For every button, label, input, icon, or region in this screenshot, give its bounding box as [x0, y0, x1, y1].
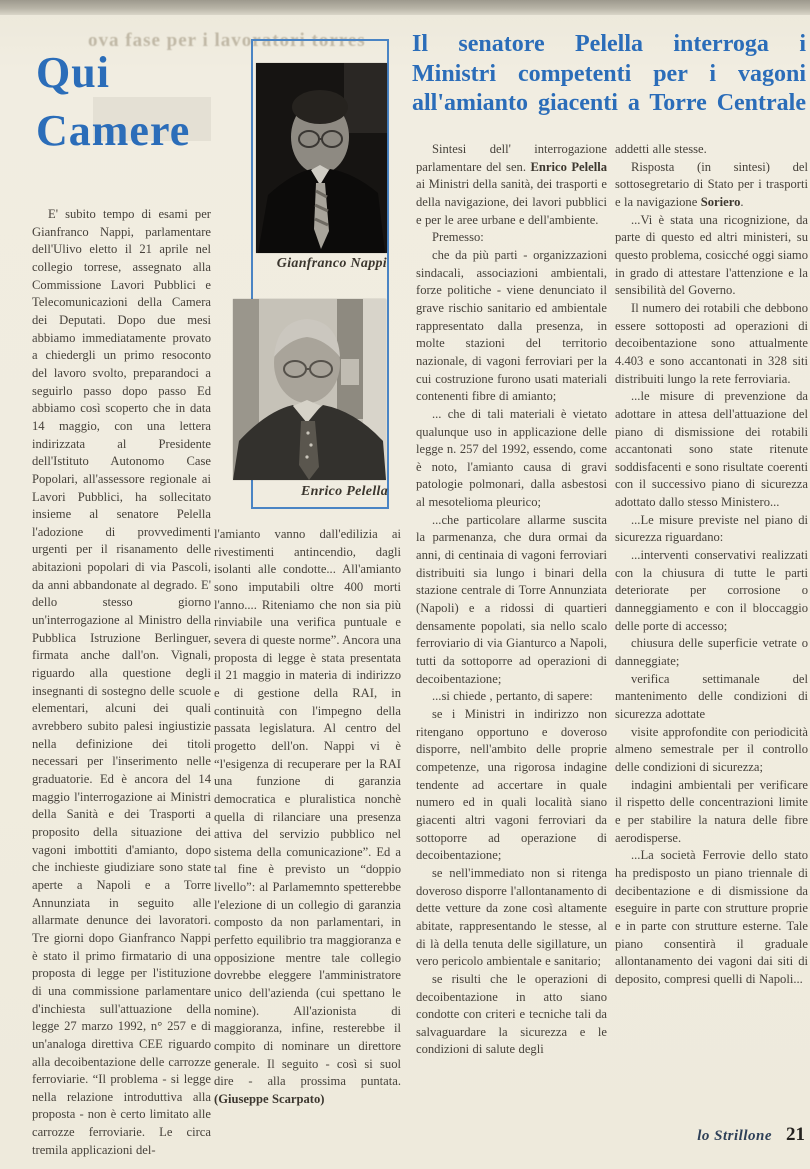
page-footer — [540, 1124, 805, 1146]
paragraph: ...si chiede , pertanto, di sapere: — [432, 689, 593, 704]
article-column-4 — [615, 141, 808, 1111]
photo-caption-gianfranco-nappi: Gianfranco Nappi — [276, 256, 387, 271]
paragraph: ...che particolare allarme suscita la parmenanza, che dura ormai da anni, di centinaia di vagoni ferroviari distribuiti sia lungo i binari della stazione centrale di Torre Annunziata (Napoli) e a ridossi di quartieri densamente popolati, sia nello scalo ferroviario di via Gianturco a Napoli, tutti da sottoporre ad operazioni di decoibentazione; — [416, 512, 607, 686]
headline-line-1: Il senatore Pelella interroga i — [412, 31, 806, 57]
paragraph: se risulti che le operazioni di decoibentazione in atto siano condotte con criteri e tecniche tali da salvaguardare la sicurezza e le condizioni di salute degli — [416, 971, 607, 1057]
article-column-1 — [32, 206, 211, 1164]
paragraph: che da più parti - organizzazioni sindacali, associazioni ambientali, forze politiche - viene denunciato il grave rischio sanitario ed ambientale rappresentato dalla presenza, in molte stazioni del territorio nazionale, di vagoni ferroviari per la cui costruzione furono usati materiali contenenti fibre di amianto; — [416, 247, 607, 404]
article-column-3 — [416, 141, 607, 1121]
left-article-title — [36, 44, 226, 160]
title-line-1: Qui — [36, 48, 110, 97]
scan-edge-strip — [0, 0, 810, 15]
paragraph: addetti alle stesse. — [615, 142, 707, 156]
photo-caption-enrico-pelella: Enrico Pelella — [300, 484, 388, 499]
headline-line-3: all'amianto giacenti a Torre Centrale — [412, 90, 806, 116]
paragraph: ...La società Ferrovie dello stato ha predisposto un piano triennale di decibentazione e di dismissione da eseguire in parte con strutture proprie e in parte con strutture esterne. Tale piano consentirà il graduale allontanamento dei vagoni dai siti di deposito, compresi quelli di Napoli... — [615, 848, 808, 986]
paragraph: verifica settimanale del mantenimento delle condizioni di sicurezza adottate — [615, 671, 808, 721]
paragraph: ...Vi è stata una ricognizione, da parte di questo ed altri ministeri, su questo problema, cosicché oggi siamo in grado di attestare l'attenzione e la sensibilità del Governo. — [615, 212, 809, 298]
paragraph: E' subito tempo di esami per Gianfranco Nappi, parlamentare dell'Ulivo eletto il 21 aprile nel collegio torrese, assegnato alla Commissione Lavori Pubblici e Telecomunicazioni della Camera dei Deputati. Dopo due mesi abbiamo immediatamente provato a chiedergli un primo resoconto del lavoro svolto, preparandoci a seguirlo passo dopo passo Ed abbiamo così scoperto che in data 14 maggio, con una lettera indirizzata al Presidente dell'Istituto Autonomo Case Popolari, all'assessore regionale ai Lavori Pubblici, ha sollecitato insieme al senatore Pelella l'adozione di provvedimenti urgenti per il risanamento delle abitazioni popolari di via Pascoli, da anni abbandonate al degrado. E' dello stesso giorno un'interrogazione al Ministro della Pubblica Istruzione Berlinguer, firmata anche dall'on. Vignali, riguardo alla questione degli insegnanti di sostegno delle scuole elementari, alcuni dei quali avrebbero subito palesi ingiustizie nella definizione dei titoli necessari per l'inserimento nelle graduatorie. Ed è ancora del 14 maggio l'interrogazione ai Ministri della Sanità e dei Trasporti a proposito della situazione dei vagoni imbottiti d'amianto, dopo che inchieste giudiziare sono state aperte a Napoli e a Torre Annunziata in seguito alle allarmate denunce dei lavoratori. Tre giorni dopo Gianfranco Nappi è stato il primo firmatario di una proposta di legge per l'istituzione di una commissione parlamentare d'inchiesta sull'attuazione della legge 27 marzo 1992, n° 257 e di un'analoga direttiva CEE riguardo alla decoibentazione delle carrozze ferroviarie. “Il problema - si legge nella relazione introduttiva alla proposta - non è certo limitato alle carrozze ferroviarie. Le circa tremila applicazioni del- — [32, 207, 211, 1157]
portrait-photo-enrico-pelella — [233, 299, 386, 480]
paragraph: ...interventi conservativi realizzati con la chiusura di tutte le parti deteriorate per corrosione o danneggiamento e con il bloccaggio delle porte di accesso; — [615, 548, 808, 633]
page-number: 21 — [786, 1124, 805, 1145]
paragraph: se nell'immediato non si ritenga doveroso disporre l'allontanamento di dette vetture da zone così altamente abitate, rappresentando le stesse, al di là della tenuta delle sigillature, un vero pericolo ambientale e sanitario; — [416, 865, 607, 969]
paragraph: ...le misure di prevenzione da adottare in attesa dell'attuazione del piano di dismissione dei rotabili accantonati sono state ritenute soddisfacenti e sono risultate coerenti con il successivo piano di sicurezza adottato dallo stesso Ministero... — [615, 389, 808, 510]
paragraph: Il numero dei rotabili che debbono essere sottoposti ad operazioni di decoibentazione sono attualmente 4.403 e sono accantonati in 328 siti distribuiti lungo la rete ferroviaria. — [615, 300, 808, 386]
paragraph: Premesso: — [432, 230, 484, 245]
magazine-name: lo Strillone — [697, 1128, 772, 1144]
headline-line-2: Ministri competenti per i vagoni — [412, 60, 806, 87]
portrait-photo-gianfranco-nappi — [256, 63, 387, 253]
paragraph: chiusura delle superficie vetrate o danneggiate; — [615, 636, 808, 669]
paragraph: Risposta (in sintesi) del sottosegretario di Stato per i trasporti e la navigazione Soriero. — [615, 159, 808, 209]
article-column-2 — [214, 526, 401, 1166]
paragraph: se i Ministri in indirizzo non ritengano opportuno e doveroso disporre, nell'ambito delle proprie competenze, una rigorosa indagine tendente ad accertare in quale numero ed in quali località siano giacenti altri vagoni ferroviari da sottoporre ad operazione di decoibentazione; — [416, 707, 607, 863]
portrait-illustration — [233, 299, 386, 480]
right-article-headline — [412, 30, 806, 119]
paragraph: ...Le misure previste nel piano di sicurezza riguardano: — [615, 512, 808, 545]
paragraph: indagini ambientali per verificare il rispetto delle concentrazioni limite e per stabilire la natura delle fibre aerodisperse. — [615, 777, 808, 845]
paragraph: l'amianto vanno dall'edilizia ai rivestimenti antincendio, dagli isolanti alle condotte... All'amianto sono imputabili oltre 400 morti l'anno.... Riteniamo che non sia più rinviabile una verifica puntuale e severa di queste norme”. Ancora una proposta di legge è stata presentata il 21 maggio in materia di indirizzo e di gestione della RAI, in continuità con l'impegno della passata legislatura. Al centro del progetto dell'on. Nappi vi è “l'esigenza di recuperare per la RAI una funzione di garanzia democratica e pluralistica nonchè quella di rilanciare una presenza attiva del servizio pubblico nel sistema della comunicazione”. Ed a tal fine è previsto un “doppio livello”: al Parlamemnto spetterebbe l'elezione di un collegio di garanzia composto da non parlamentari, in perfetto equilibrio tra maggioranza e opposizione mentre tale collegio dovrebbe eleggere l'amministratore unico dell'azienda (cui spettano le nomine). All'azionista di maggioranza, infine, resterebbe il compito di nominare un direttore generale. Il seguito - così si suol dire - alla prossima puntata. (Giuseppe Scarpato) — [214, 527, 401, 1106]
paragraph: visite approfondite con periodicità almeno semestrale per il controllo delle condizioni di sicurezza; — [615, 724, 808, 774]
paragraph: ... che di tali materiali è vietato qualunque uso in applicazione delle legge n. 257 del 1992, essendo, come è noto, l'amianto causa di gravi patologie polmonari, dalla asbestosi al mesotelioma pleurico; — [416, 406, 607, 510]
portrait-illustration — [256, 63, 387, 253]
bleedthrough-text: ova fase per i lavoratori torres — [88, 30, 366, 51]
paragraph: Sintesi dell' interrogazione parlamentare del sen. Enrico Pelella ai Ministri della sanità, dei trasporti e della navigazione, dei lavori pubblici e per le aree urbane e dell'ambiente. — [416, 142, 608, 227]
title-line-2: Camere — [36, 106, 191, 155]
